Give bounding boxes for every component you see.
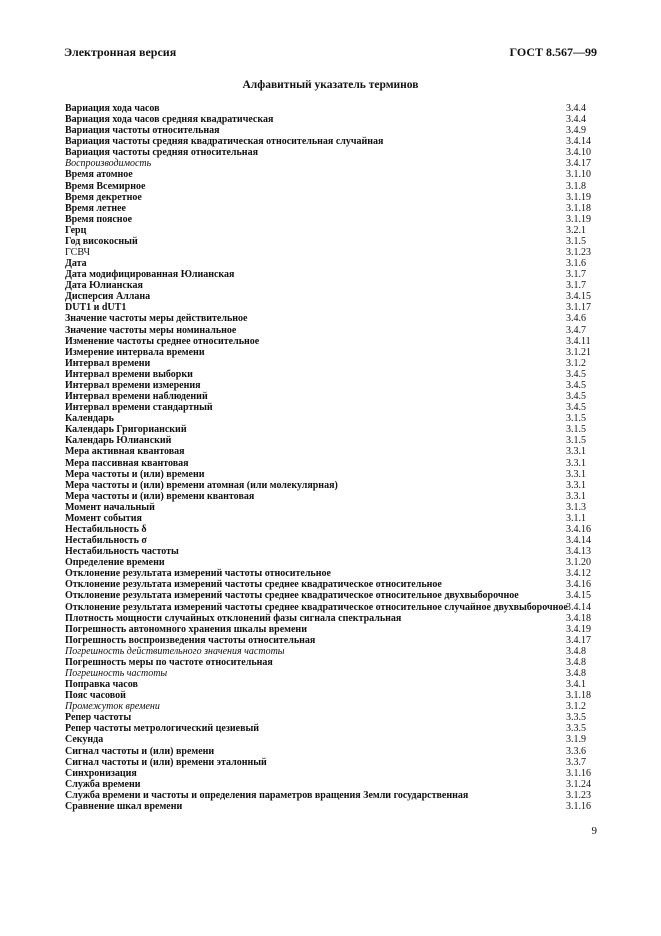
index-term: Интервал времени измерения — [65, 379, 201, 391]
index-entry — [65, 192, 600, 203]
index-term: Синхронизация — [65, 767, 137, 779]
index-entry — [65, 125, 600, 136]
index-entry — [65, 247, 600, 258]
index-term: Плотность мощности случайных отклонений фазы сигнала спектральная — [65, 612, 402, 624]
index-term: Интервал времени стандартный — [65, 402, 213, 414]
index-entry — [65, 657, 600, 668]
index-entry — [65, 469, 600, 480]
index-term: Сравнение шкал времени — [65, 800, 183, 812]
index-ref: 3.3.1 — [566, 457, 586, 469]
index-ref: 3.4.13 — [566, 546, 591, 558]
index-term: Время Всемирное — [65, 180, 146, 192]
index-term: Погрешность автономного хранения шкалы времени — [65, 623, 307, 635]
index-entry — [65, 424, 600, 435]
index-entry — [65, 380, 600, 391]
index-term: Репер частоты — [65, 712, 132, 724]
index-term: Мера частоты и (или) времени атомная (или молекулярная) — [65, 479, 338, 491]
index-term: Пояс часовой — [65, 690, 126, 702]
index-term: Отклонение результата измерений частоты среднее квадратическое относительное случайное двухвыборочное — [65, 601, 568, 613]
index-term: Дата — [65, 258, 87, 270]
index-entry — [65, 579, 600, 590]
index-term: Интервал времени выборки — [65, 368, 193, 380]
index-ref: 3.3.6 — [566, 745, 586, 757]
index-term: Отклонение результата измерений частоты относительное — [65, 568, 331, 580]
index-ref: 3.4.12 — [566, 568, 591, 580]
index-entry — [65, 203, 600, 214]
index-ref: 3.1.23 — [566, 789, 591, 801]
index-ref: 3.1.18 — [566, 690, 591, 702]
index-term: Интервал времени — [65, 357, 151, 369]
index-ref: 3.4.8 — [566, 645, 586, 657]
index-ref: 3.4.6 — [566, 313, 586, 325]
index-term: Определение времени — [65, 557, 165, 569]
index-ref: 3.3.1 — [566, 446, 586, 458]
index-ref: 3.1.8 — [566, 180, 586, 192]
index-ref: 3.1.3 — [566, 501, 586, 513]
index-term: Вариация частоты средняя относительная — [65, 147, 258, 159]
index-entry — [65, 790, 600, 801]
index-entry — [65, 214, 600, 225]
index-ref: 3.1.16 — [566, 767, 591, 779]
index-ref: 3.4.14 — [566, 535, 591, 547]
index-ref: 3.1.5 — [566, 413, 586, 425]
index-ref: 3.4.7 — [566, 324, 586, 336]
index-ref: 3.1.1 — [566, 512, 586, 524]
index-entry — [65, 701, 600, 712]
index-term: Мера пассивная квантовая — [65, 457, 189, 469]
index-ref: 3.4.19 — [566, 623, 591, 635]
index-entry — [65, 535, 600, 546]
index-ref: 3.1.6 — [566, 258, 586, 270]
index-entry — [65, 502, 600, 513]
index-entry — [65, 446, 600, 457]
index-term: Момент события — [65, 512, 142, 524]
index-entry — [65, 779, 600, 790]
index-ref: 3.1.5 — [566, 235, 586, 247]
index-term: Дата модифицированная Юлианская — [65, 269, 235, 281]
index-entry — [65, 668, 600, 679]
index-ref: 3.1.21 — [566, 346, 591, 358]
index-ref: 3.1.7 — [566, 280, 586, 292]
index-entry — [65, 590, 600, 601]
index-term: Календарь Юлианский — [65, 435, 172, 447]
index-entry — [65, 613, 600, 624]
index-term: Отклонение результата измерений частоты среднее квадратическое относительное двухвыборочное — [65, 590, 519, 602]
index-term: Секунда — [65, 734, 104, 746]
index-entry — [65, 402, 600, 413]
index-ref: 3.1.2 — [566, 701, 586, 713]
index-entry — [65, 147, 600, 158]
index-entry — [65, 768, 600, 779]
index-ref: 3.1.19 — [566, 191, 591, 203]
index-ref: 3.4.14 — [566, 601, 591, 613]
index-entry — [65, 513, 600, 524]
index-ref: 3.4.4 — [566, 103, 586, 114]
index-ref: 3.4.15 — [566, 291, 591, 303]
index-entry — [65, 302, 600, 313]
index-term: Вариация хода часов — [65, 103, 160, 114]
index-ref: 3.4.15 — [566, 590, 591, 602]
page-title: Алфавитный указатель терминов — [242, 79, 419, 91]
index-entry — [65, 435, 600, 446]
index-ref: 3.1.10 — [566, 169, 591, 181]
index-term: Время поясное — [65, 213, 133, 225]
index-entry — [65, 690, 600, 701]
index-ref: 3.4.16 — [566, 523, 591, 535]
index-entry — [65, 712, 600, 723]
index-ref: 3.4.17 — [566, 634, 591, 646]
index-entry — [65, 280, 600, 291]
index-term: Вариация частоты относительная — [65, 125, 220, 137]
index-term: Значение частоты меры действительное — [65, 313, 248, 325]
index-entry — [65, 391, 600, 402]
index-entry — [65, 181, 600, 192]
index-entry — [65, 358, 600, 369]
index-entry — [65, 524, 600, 535]
index-ref: 3.4.16 — [566, 579, 591, 591]
index-term: Мера активная квантовая — [65, 446, 185, 458]
index-ref: 3.1.17 — [566, 302, 591, 314]
index-ref: 3.1.19 — [566, 213, 591, 225]
index-term: Вариация частоты средняя квадратическая относительная случайная — [65, 136, 384, 148]
running-header-left: Электронная версия — [64, 45, 177, 59]
index-ref: 3.3.7 — [566, 756, 586, 768]
index-ref: 3.4.5 — [566, 402, 586, 414]
page-number: 9 — [591, 825, 597, 837]
index-entry — [65, 746, 600, 757]
index-term: Служба времени — [65, 778, 141, 790]
index-term: DUT1 и dUT1 — [65, 302, 127, 314]
index-term: Мера частоты и (или) времени — [65, 468, 205, 480]
index-ref: 3.4.18 — [566, 612, 591, 624]
index-term: Погрешность меры по частоте относительная — [65, 656, 273, 668]
index-entry — [65, 369, 600, 380]
index-term: Погрешность частоты — [65, 667, 168, 679]
index-entry — [65, 136, 600, 147]
index-ref: 3.1.7 — [566, 269, 586, 281]
index-entry — [65, 480, 600, 491]
index-term: Нестабильность σ — [65, 535, 147, 547]
index-ref: 3.1.23 — [566, 247, 591, 259]
index-ref: 3.4.9 — [566, 125, 586, 137]
index-term: Нестабильность частоты — [65, 546, 179, 558]
index-ref: 3.1.5 — [566, 424, 586, 436]
index-ref: 3.3.1 — [566, 468, 586, 480]
index-term: Мера частоты и (или) времени квантовая — [65, 490, 255, 502]
index-entry — [65, 103, 600, 114]
index-ref: 3.3.1 — [566, 479, 586, 491]
index-ref: 3.1.24 — [566, 778, 591, 790]
index-term: Измерение интервала времени — [65, 346, 205, 358]
index-term: Значение частоты меры номинальное — [65, 324, 237, 336]
index-entry — [65, 602, 600, 613]
index-term: Время летнее — [65, 202, 126, 214]
index-entry — [65, 269, 600, 280]
index-entry — [65, 734, 600, 745]
index-entry — [65, 413, 600, 424]
index-entry — [65, 679, 600, 690]
index-term: Интервал времени наблюдений — [65, 391, 208, 403]
index-entry — [65, 646, 600, 657]
index-ref: 3.1.9 — [566, 734, 586, 746]
index-term: Сигнал частоты и (или) времени эталонный — [65, 756, 267, 768]
index-term: Изменение частоты среднее относительное — [65, 335, 260, 347]
index-term: Поправка часов — [65, 679, 138, 691]
index-term: Время декретное — [65, 191, 142, 203]
index-term: Вариация хода часов средняя квадратическая — [65, 114, 274, 126]
index-ref: 3.4.11 — [566, 335, 591, 347]
index-ref: 3.4.5 — [566, 391, 586, 403]
index-term: Промежуток времени — [65, 701, 160, 713]
index-entry — [65, 169, 600, 180]
term-index — [65, 103, 600, 812]
index-entry — [65, 757, 600, 768]
index-ref: 3.1.16 — [566, 800, 591, 812]
index-entry — [65, 491, 600, 502]
index-entry — [65, 458, 600, 469]
index-entry — [65, 557, 600, 568]
index-ref: 3.4.8 — [566, 656, 586, 668]
index-entry — [65, 258, 600, 269]
index-term: Дата Юлианская — [65, 280, 143, 292]
index-ref: 3.4.4 — [566, 114, 586, 126]
index-entry — [65, 291, 600, 302]
index-term: ГСВЧ — [65, 247, 90, 259]
index-term: Нестабильность δ — [65, 523, 147, 535]
index-term: Герц — [65, 224, 87, 236]
index-entry — [65, 114, 600, 125]
index-term: Репер частоты метрологический цезиевый — [65, 723, 260, 735]
index-entry — [65, 546, 600, 557]
index-term: Время атомное — [65, 169, 133, 181]
index-ref: 3.4.5 — [566, 379, 586, 391]
index-ref: 3.1.20 — [566, 557, 591, 569]
index-entry — [65, 568, 600, 579]
index-ref: 3.2.1 — [566, 224, 586, 236]
index-entry — [65, 723, 600, 734]
index-ref: 3.3.5 — [566, 712, 586, 724]
index-entry — [65, 313, 600, 324]
index-entry — [65, 347, 600, 358]
index-entry — [65, 624, 600, 635]
index-term: Календарь — [65, 413, 114, 425]
index-ref: 3.4.5 — [566, 368, 586, 380]
index-ref: 3.4.10 — [566, 147, 591, 159]
index-entry — [65, 635, 600, 646]
index-ref: 3.4.1 — [566, 679, 586, 691]
index-term: Сигнал частоты и (или) времени — [65, 745, 215, 757]
index-term: Момент начальный — [65, 501, 155, 513]
index-ref: 3.1.2 — [566, 357, 586, 369]
index-term: Дисперсия Аллана — [65, 291, 151, 303]
index-ref: 3.1.5 — [566, 435, 586, 447]
index-ref: 3.4.14 — [566, 136, 591, 148]
index-entry — [65, 801, 600, 812]
index-term: Воспроизводимость — [65, 158, 152, 170]
index-term: Календарь Григорианский — [65, 424, 187, 436]
index-entry — [65, 225, 600, 236]
index-term: Служба времени и частоты и определения параметров вращения Земли государственная — [65, 789, 469, 801]
index-term: Погрешность воспроизведения частоты относительная — [65, 634, 316, 646]
index-ref: 3.3.5 — [566, 723, 586, 735]
index-ref: 3.4.8 — [566, 667, 586, 679]
index-ref: 3.1.18 — [566, 202, 591, 214]
index-term: Погрешность действительного значения частоты — [65, 645, 285, 657]
index-entry — [65, 336, 600, 347]
index-ref: 3.4.17 — [566, 158, 591, 170]
index-term: Год високосный — [65, 235, 138, 247]
index-entry — [65, 236, 600, 247]
index-entry — [65, 158, 600, 169]
index-entry — [65, 325, 600, 336]
index-ref: 3.3.1 — [566, 490, 586, 502]
index-term: Отклонение результата измерений частоты среднее квадратическое относительное — [65, 579, 442, 591]
running-header-right: ГОСТ 8.567—99 — [509, 45, 597, 59]
